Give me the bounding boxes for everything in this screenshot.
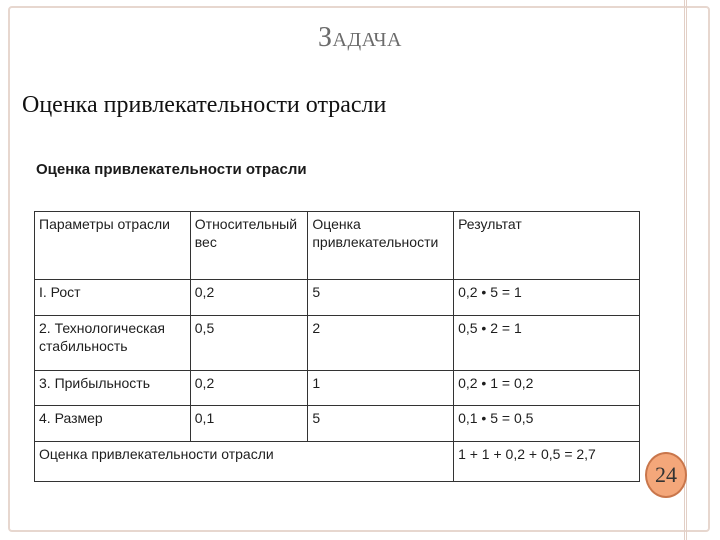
table-cell: 0,2 • 5 = 1 (454, 280, 640, 316)
page-number-badge: 24 (645, 452, 687, 498)
slide-frame-right-border (684, 0, 720, 540)
slide-title (0, 22, 720, 54)
table-header-cell: Оценка привлекательности (308, 212, 454, 280)
table-cell: 5 (308, 280, 454, 316)
table-cell: 2. Технологическая стабильность (35, 316, 191, 371)
slide-title-rest: АДАЧА (332, 29, 402, 51)
slide-subtitle: Оценка привлекательности отрасли (22, 92, 387, 118)
table-cell: 3. Прибыльность (35, 371, 191, 406)
table-cell: 2 (308, 316, 454, 371)
table-row (35, 280, 640, 316)
slide-title-first-letter: З (318, 22, 333, 53)
table-cell: 4. Размер (35, 406, 191, 442)
table-row (35, 406, 640, 442)
table-header-row (35, 212, 640, 280)
table-cell: 0,1 (190, 406, 308, 442)
table-cell: 0,2 • 1 = 0,2 (454, 371, 640, 406)
table-cell: 0,5 (190, 316, 308, 371)
document-heading: Оценка привлекательности отрасли (36, 161, 307, 178)
table-cell: 1 (308, 371, 454, 406)
table-cell: 5 (308, 406, 454, 442)
table-header-cell: Результат (454, 212, 640, 280)
table-row (35, 316, 640, 371)
table-cell: 0,2 (190, 280, 308, 316)
table-cell: I. Рост (35, 280, 191, 316)
table-cell: 0,5 • 2 = 1 (454, 316, 640, 371)
table-total-value: 1 + 1 + 0,2 + 0,5 = 2,7 (454, 442, 640, 482)
table-cell: 0,2 (190, 371, 308, 406)
table-header-cell: Параметры отрасли (35, 212, 191, 280)
table-row (35, 371, 640, 406)
table-total-row (35, 442, 640, 482)
table-header-cell: Относительный вес (190, 212, 308, 280)
table-total-label: Оценка привлекательности отрасли (35, 442, 454, 482)
attractiveness-table (34, 211, 640, 482)
table-cell: 0,1 • 5 = 0,5 (454, 406, 640, 442)
